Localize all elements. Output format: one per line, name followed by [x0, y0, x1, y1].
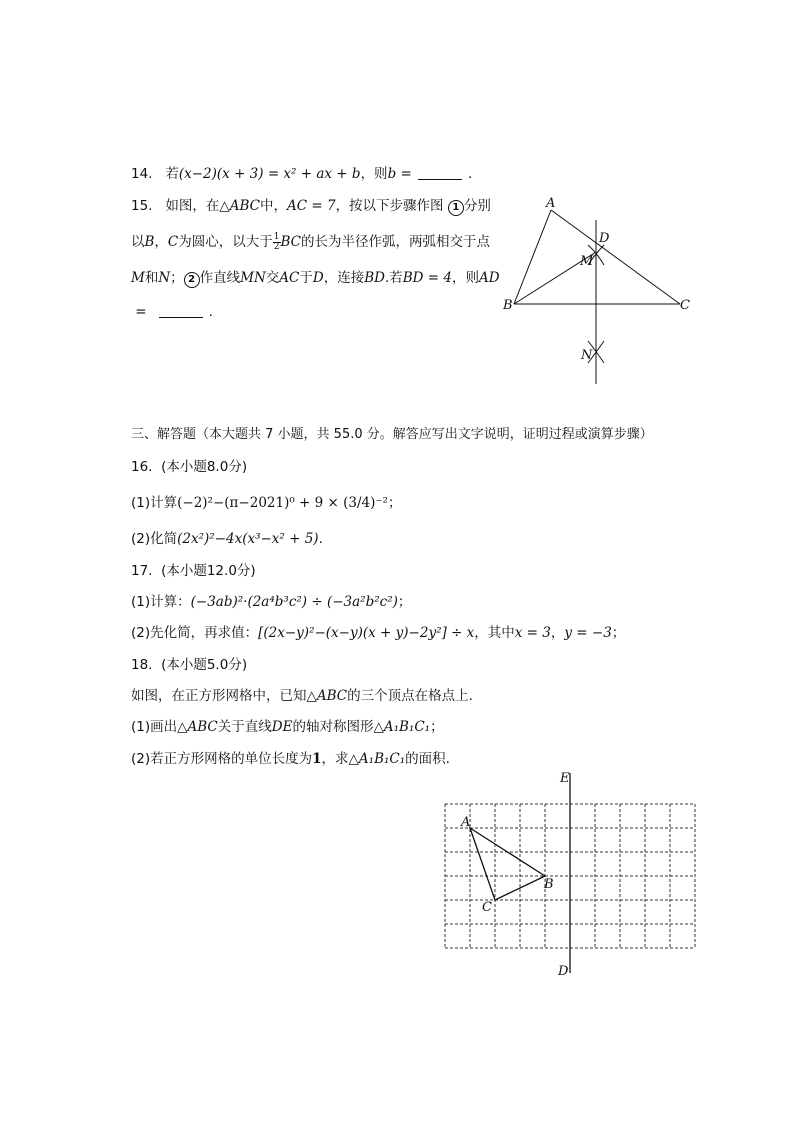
q15-segment-bd: BD [364, 270, 385, 286]
q15-text: ，按以下步骤作图 [335, 198, 444, 214]
step-2-marker: 2 [184, 272, 200, 288]
label-b: B [503, 298, 513, 313]
q17-p1-label: (1)计算： [131, 594, 191, 610]
question-16-part1 [131, 493, 401, 513]
question-15-line2 [131, 232, 490, 252]
label-c: C [680, 298, 690, 313]
segment-ac [551, 210, 680, 304]
q16-score: (本小题8.0分) [161, 459, 248, 475]
q15-segment-ad: AD [478, 270, 500, 286]
q18-text: ； [430, 719, 444, 735]
q17-p2-mid: ，其中 [474, 625, 515, 641]
q18-triangle: ABC [316, 688, 348, 704]
q16-p1-end: ； [387, 495, 402, 511]
half-fraction [273, 233, 281, 252]
q15-point-n: N [158, 270, 171, 286]
label-d: D [599, 231, 610, 246]
q15-text: ，则 [451, 270, 479, 286]
section-3-heading: 三、解答题（本大题共 7 小题，共 55.0 分。解答应写出文字说明，证明过程或演算步骤） [131, 427, 653, 442]
label-b: B [544, 877, 554, 892]
q15-segment-ac: AC [279, 270, 300, 286]
q15-text: 分别 [463, 198, 491, 214]
question-18-intro [131, 686, 473, 706]
label-e: E [560, 771, 570, 786]
step-1-marker: 1 [448, 200, 464, 216]
q18-text: (1)画出△ [131, 719, 188, 735]
fraction-numerator: 1 [273, 231, 280, 242]
q17-p1-end: ； [397, 594, 412, 610]
q18-text: 的面积. [405, 751, 450, 767]
question-18-part2 [131, 749, 450, 769]
q14-end: . [467, 166, 473, 182]
question-15-line1 [131, 196, 491, 216]
q16-p2-end: . [318, 531, 323, 547]
q18-image-triangle: A₁B₁C₁ [358, 751, 406, 767]
q15-point-m: M [131, 270, 145, 286]
q18-text: (2)若正方形网格的单位长度为 [131, 751, 313, 767]
q15-text: 和 [144, 270, 159, 286]
q15-text: 中， [260, 198, 287, 214]
q15-figure [500, 195, 700, 390]
q17-p2-end: ； [611, 625, 626, 641]
question-16-part2 [131, 529, 323, 549]
question-18-part1 [131, 717, 444, 737]
q17-score: (本小题12.0分) [161, 563, 256, 579]
q18-image-triangle: A₁B₁C₁ [383, 719, 431, 735]
question-18-header [131, 655, 247, 675]
q15-text: .若 [384, 270, 403, 286]
q15-text: 作直线 [199, 270, 241, 286]
q15-text: 交 [265, 270, 280, 286]
q18-text: 如图，在正方形网格中，已知△ [131, 688, 317, 704]
q17-y-value: y = −3 [564, 625, 612, 641]
question-16-header [131, 457, 247, 477]
q15-text: ； [170, 270, 184, 286]
q14-equation: (x−2)(x + 3) = x² + ax + b [178, 166, 361, 182]
q15-bd-value: BD = 4 [402, 270, 452, 286]
q15-ac-value: AC = 7 [287, 198, 336, 214]
q15-point-d: D [312, 270, 324, 286]
label-m: M [580, 254, 594, 269]
q15-text: ， [154, 234, 168, 250]
q15-text: 于 [299, 270, 313, 286]
q17-number: 17. [131, 563, 153, 579]
question-15-line3 [131, 268, 500, 288]
fraction-denominator: 2 [273, 241, 280, 252]
q18-text: 关于直线 [217, 719, 272, 735]
q18-grid-figure [440, 768, 702, 980]
q17-p2-sep: ， [550, 625, 565, 641]
q18-line-de: DE [271, 719, 293, 735]
segment-ab [514, 210, 551, 304]
label-d: D [558, 964, 569, 979]
question-15-line4 [131, 302, 213, 322]
question-17-part2 [131, 623, 625, 643]
label-a: A [546, 196, 556, 211]
q15-answer-blank[interactable] [159, 303, 203, 318]
q16-p2-label: (2)化简 [131, 531, 178, 547]
q15-point-c: C [167, 234, 179, 250]
q18-triangle: ABC [187, 719, 218, 735]
q17-x-value: x = 3 [514, 625, 551, 641]
q18-text: 的轴对称图形△ [292, 719, 384, 735]
q17-p2-label: (2)先化简，再求值： [131, 625, 259, 641]
q18-text: 的三个顶点在格点上. [347, 688, 473, 704]
q15-text: ，连接 [323, 270, 365, 286]
q16-p2-expression: (2x²)²−4x(x³−x² + 5) [177, 531, 319, 547]
q15-triangle: ABC [229, 198, 260, 214]
q15-segment-bc: BC [280, 234, 302, 250]
q15-text: 为圆心，以大于 [178, 234, 273, 250]
q14-number: 14. [131, 166, 153, 182]
q18-number: 18. [131, 657, 153, 673]
q18-score: (本小题5.0分) [161, 657, 248, 673]
q15-text: 以 [131, 234, 145, 250]
q14-lead: 若 [165, 166, 179, 182]
q17-p1-expression: (−3ab)²·(2a⁴b³c²) ÷ (−3a²b²c²) [190, 594, 398, 610]
q15-end: . [208, 304, 213, 320]
question-17-part1 [131, 592, 411, 612]
q15-point-b: B [144, 234, 155, 250]
q17-p2-expression: [(2x−y)²−(x−y)(x + y)−2y²] ÷ x [258, 625, 475, 641]
label-n: N [581, 348, 593, 363]
label-c: C [482, 900, 492, 915]
q15-text: 的长为半径作弧，两弧相交于点 [301, 234, 491, 250]
q14-answer-blank[interactable] [418, 165, 462, 180]
q16-number: 16. [131, 459, 153, 475]
q14-b-label: b = [387, 166, 412, 182]
q18-unit-length: 1 [312, 751, 322, 767]
q16-p1-label: (1)计算 [131, 495, 178, 511]
q14-mid: ，则 [360, 166, 388, 182]
question-17-header [131, 561, 256, 581]
q15-number: 15. [131, 198, 153, 214]
question-14 [131, 164, 472, 184]
q18-text: ，求△ [321, 751, 359, 767]
q16-p1-expression: (−2)²−(π−2021)⁰ + 9 × (3/4)⁻² [177, 495, 388, 511]
triangle-abc [470, 828, 545, 900]
q15-equals: = [135, 304, 147, 320]
label-a: A [461, 815, 471, 830]
q15-line-mn: MN [240, 270, 266, 286]
q15-text: 如图，在△ [165, 198, 230, 214]
